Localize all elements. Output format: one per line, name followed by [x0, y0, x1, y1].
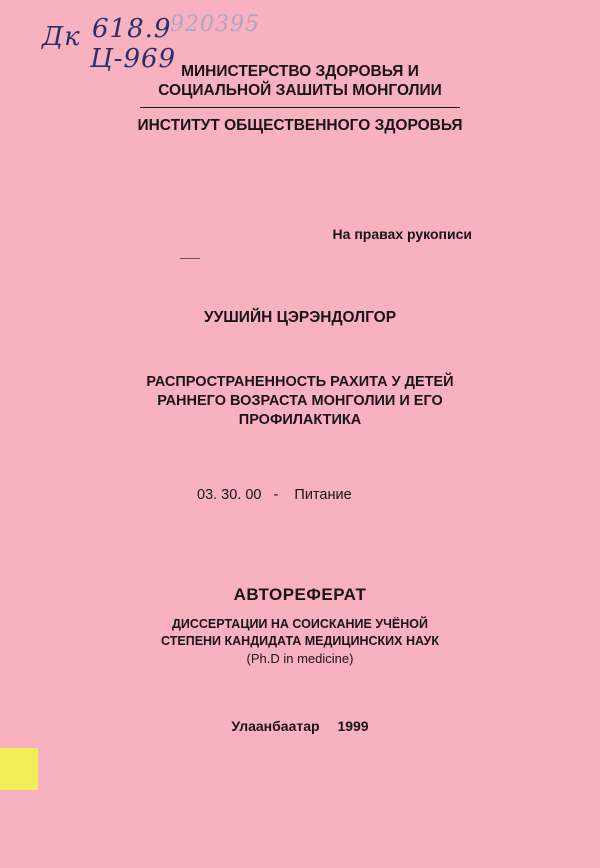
yellow-sticker: [0, 748, 38, 790]
stray-mark: [180, 258, 200, 259]
year: 1999: [337, 718, 369, 734]
specialty: [197, 487, 352, 503]
handwritten-prefix: Дк: [42, 22, 81, 52]
place-year: [150, 718, 450, 734]
title-line1: РАСПРОСТРАНЕННОСТЬ РАХИТА У ДЕТЕЙ: [146, 374, 454, 390]
ministry-line1: МИНИСТЕРСТВО ЗДОРОВЬЯ И: [181, 63, 419, 80]
author-name: УУШИЙН ЦЭРЭНДОЛГОР: [203, 309, 397, 326]
handwritten-stamp-number: 920395: [170, 12, 260, 37]
dissertation-degree: (Ph.D in medicine): [246, 651, 354, 666]
institute-name: ИНСТИТУТ ОБЩЕСТВЕННОГО ЗДОРОВЬЯ: [137, 117, 463, 134]
dissertation-description: [120, 616, 480, 650]
specialty-code: 03. 30. 00: [197, 487, 262, 503]
header-divider: [140, 107, 460, 108]
rights-notice: На правах рукописи: [332, 226, 472, 242]
city: Улаанбаатар: [231, 718, 320, 734]
dissertation-title: [110, 373, 490, 430]
handwritten-code-line2: Ц-969: [90, 44, 177, 74]
dissertation-line2: СТЕПЕНИ КАНДИДАТА МЕДИЦИНСКИХ НАУК: [161, 634, 439, 648]
dissertation-line1: ДИССЕРТАЦИИ НА СОИСКАНИЕ УЧЁНОЙ: [171, 617, 428, 631]
ministry-line2: СОЦИАЛЬНОЙ ЗАШИТЫ МОНГОЛИИ: [158, 82, 442, 99]
ministry-header: [130, 62, 470, 100]
document-type: АВТОРЕФЕРАТ: [233, 585, 367, 604]
title-line2: РАННЕГО ВОЗРАСТА МОНГОЛИИ И ЕГО: [157, 393, 443, 409]
handwritten-code-line1: 618.9: [92, 14, 172, 44]
title-line3: ПРОФИЛАКТИКА: [238, 412, 362, 428]
specialty-separator: -: [273, 487, 279, 503]
specialty-name: Питание: [294, 487, 352, 503]
